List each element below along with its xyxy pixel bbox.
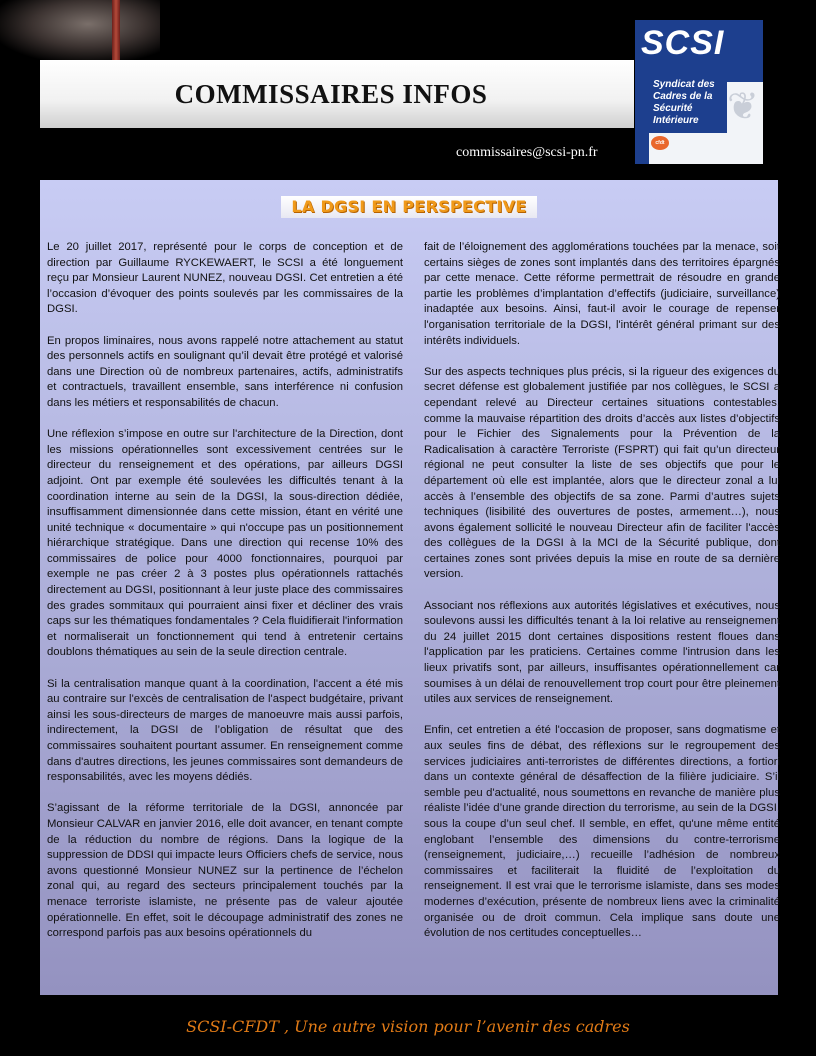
contact-email: commissaires@scsi-pn.fr [456, 145, 598, 160]
article-column-right [424, 240, 780, 957]
paragraph: Une réflexion s’impose en outre sur l'architecture de la Direction, dont les missions opérationnelles sont excessivement centrées sur le directeur du renseignement et des opérations, par ailleurs DGSI adjoint. Ont par exemple été soulevées les difficultés tenant à la coordination interne au sein de la DGSI, la sous-direction dédiée, insuffisamment dimensionnée dans cette mission, étant en vérité une unité technique « documentaire » qui n'occupe pas un positionnement hiérarchique stratégique. Dans une direction qui recense 10% des commissaires de police pour 4000 fonctionnaires, pourquoi par exemple ne pas créer 2 à 3 postes plus opérationnels rattachés directement au DGSI, positionnant à leur juste place des commissaires des grades sommitaux qui pourraient ainsi fixer et décliner des vrais caps sur les thématiques fondamentales ? Cela fluidifierait l'information et normaliserait un fonctionnement qui tend à entretenir certains doublons thématiques au sein de la seule direction centrale. [47, 428, 403, 659]
logo-name: SCSI [641, 24, 725, 62]
logo-subtitle: Syndicat des Cadres de la Sécurité Intérieure [649, 75, 727, 133]
article-column-left [47, 240, 403, 957]
header-photo [0, 0, 160, 60]
title-banner [40, 60, 634, 128]
paragraph: Sur des aspects techniques plus précis, si la rigueur des exigences du secret défense est globalement justifiée par nos collègues, le SCSI a cependant relevé au Directeur certaines situations contestables, comme la mauvaise répartition des droits d’accès aux listes d’objectifs pour le Fichier des Signalements pour la Prévention de la Radicalisation à caractère Terroriste (FSPRT) qui fait qu’un directeur régional ne peut consulter la liste de ses objectifs que pour le département où elle est implantée, alors que le directeur zonal a lui accès à l’ensemble des objectifs de sa zone. Parmi d’autres sujets techniques (lisibilité des ouvertures de postes, armement…), nous avons également sollicité le nouveau Directeur afin de faciliter l'accès des collègues de la DGSI à la MCI de la Sécurité publique, dont certaines zones sont privées depuis la mise en route de sa dernière version. [424, 365, 780, 581]
paragraph: S’agissant de la réforme territoriale de la DGSI, annoncée par Monsieur CALVAR en janvier 2016, elle doit avancer, en tenant compte de la réduction du nombre de régions. Dans la logique de la suppression de DDSI qui impacte leurs Officiers chefs de service, nous avons questionné Monsieur NUNEZ sur la pertinence de l’échelon zonal qui, au regard des secteurs principalement touchés par la menace terroriste islamiste, ne présente pas de valeur ajoutée opérationnelle. En effet, soit le découpage administratif des zones ne correspond parfois pas aux besoins opérationnels du [47, 802, 403, 940]
paragraph: Le 20 juillet 2017, représenté pour le corps de conception et de direction par Guillaume RYCKEWAERT, le SCSI a été longuement reçu par Monsieur Laurent NUNEZ, nouveau DGSI. Cet entretien a été l’occasion d’évoquer des points soulevés par les commissaires de la DGSI. [47, 241, 403, 316]
article-box [40, 180, 778, 995]
scsi-logo [635, 20, 763, 164]
paragraph: fait de l’éloignement des agglomérations touchées par la menace, soit certains sièges de zones sont implantés dans des territoires épargnés par cette menace. Cette réforme permettrait de résoudre en grande partie les problèmes d’implantation d’effectifs (judiciaire, surveillance) inadaptée aux besoins. Ainsi, faut-il avoir le courage de repenser l'organisation territoriale de la DGSI, l'intérêt général primant sur des intérêts individuels. [424, 241, 780, 347]
footer-slogan: SCSI-CFDT , Une autre vision pour l’avenir des cadres [186, 1017, 630, 1036]
paragraph: Associant nos réflexions aux autorités législatives et exécutives, nous soulevons aussi les difficultés tenant à la loi relative au renseignement du 24 juillet 2015 dont certaines dispositions restent floues dans l'application par les praticiens. Certaines comme l'intrusion dans les lieux privatifs sont, par ailleurs, insuffisantes opérationnellement car soumises à un délai de renouvellement trop court pour être pleinement utiles aux services de renseignement. [424, 599, 780, 706]
newsletter-title: COMMISSAIRES INFOS [174, 78, 488, 109]
paragraph: En propos liminaires, nous avons rappelé notre attachement au statut des personnels actifs en soulignant qu’il devait être protégé et valorisé dans une Direction où de nombreux partenaires, actifs, administratifs et contractuels, travaillent ensemble, sans interférence ni confusion dans les métiers et responsabilités de chacun. [47, 334, 403, 409]
laurel-icon: ❦ [727, 86, 759, 128]
paragraph: Enfin, cet entretien a été l'occasion de proposer, sans dogmatisme et aux seules fins de débat, des réflexions sur le regroupement des services judiciaires anti-terroristes de différentes directions, a fortiori dans un contexte général de désaffection de la filière judiciaire. S’il semble peu d'actualité, nous soumettons en revanche de manière plus réaliste l’idée d’une grande direction du terrorisme, au sein de la DGSI, sous la coupe d’un seul chef. Il semble, en effet, qu'une même entité englobant l’ensemble des dimensions du contre-terrorisme (renseignement, judiciaire,…) recueille l’adhésion de nombreux commissaires et faciliterait la fluidité de l’exploitation du renseignement. Il est vrai que le terrorisme islamiste, dans ses modes modernes d’exécution, présente de nombreux liens avec la criminalité organisée ou de droit commun. Cela implique sans doute une évolution de nos certitudes conceptuelles… [424, 724, 780, 940]
paragraph: Si la centralisation manque quant à la coordination, l'accent a été mis au contraire sur l'excès de centralisation de l'aspect budgétaire, privant ainsi les sous-directeurs de marges de manoeuvre mais aussi parfois, indirectement, la DGSI de l’obligation de résultat que des commissaires souhaitent pourtant assumer. En renseignement comme dans d'autres directions, les jeunes commissaires sont demandeurs de responsabilités, avec les moyens dédiés. [47, 677, 403, 784]
cfdt-badge: cfdt [651, 136, 669, 150]
article-title: LA DGSI EN PERSPECTIVE [40, 196, 778, 218]
decorative-rope [112, 0, 120, 60]
